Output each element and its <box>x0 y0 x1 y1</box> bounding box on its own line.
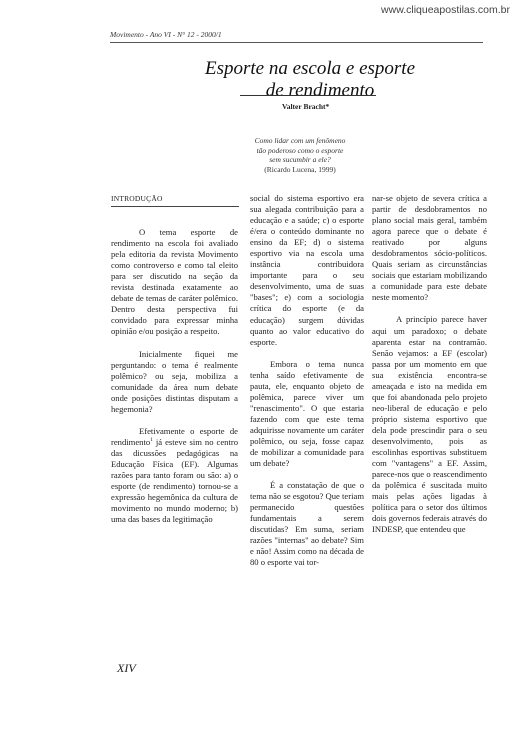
title-line-2: de rendimento <box>265 80 375 101</box>
epigraph-line-3: sem sucumbir a ele? <box>269 155 331 164</box>
paragraph: A princípio parece haver aqui um paradoxo; o debate aparenta estar na contramão. Senão vejamos: a EF (escolar) passa por um momento em que sua existência encontra-se ameaçada e isto na medida em que foi abandonada pelo projeto neo-liberal de educação e pelo próprio sistema esportivo que dela pode prescindir para o seu desenvolvimento, pois as escolinhas esportivas substituem com "vantagens" a EF. Assim, parece-nos que o reascendimento da polêmica é suscitada muito mais pelas ações ligadas à política para o setor dos últimos dois governos federais através do INDESP, que entendeu que <box>372 314 487 535</box>
text-column-1 <box>111 193 238 525</box>
epigraph-line-2: tão poderoso como o esporte <box>256 145 344 155</box>
epigraph <box>220 136 380 174</box>
paragraph-text: Efetivamente o esporte de rendimento <box>111 425 238 447</box>
title-underline <box>240 95 376 96</box>
paragraph: nar-se objeto de severa crítica a partir de desdobramentos no plano social mais geral, também agora parece que o debate é reativado por alguns desdobramentos sócio-políticos. Quais seriam as circunstâncias sociais que estariam mobilizando a comunidade para este debate neste momento? <box>372 193 487 303</box>
section-heading-rule <box>111 206 239 207</box>
header-divider <box>110 42 483 43</box>
text-column-2 <box>250 193 364 569</box>
paragraph: social do sistema esportivo era sua alegada contribuição para a educação e a saúde; c) o esporte é/era o conteúdo dominante no ensino da EF; d) o sistema esportivo via na escola uma instância contribuidora importante para o seu desenvolvimento, uma de suas "bases"; e) com a sociologia crítica do esporte (e da educação) surgem dúvidas quanto ao valor educativo do esporte. <box>250 193 364 347</box>
paragraph: É a constatação de que o tema não se esgotou? Que teriam permanecido questões fundamentais a serem discutidas? Em suma, seriam razões "internas" ao debate? Sim e não! Assim como na década de 80 o esporte vai tor- <box>250 480 364 568</box>
text-column-3 <box>372 193 487 535</box>
epigraph-attribution: (Ricardo Lucena, 1999) <box>264 164 336 174</box>
paragraph: Embora o tema nunca tenha saído efetivamente de pauta, ele, enquanto objeto de polêmica, parece viver um "renascimento". O que estaria fazendo com que este tema adquirisse novamente um caráter polêmico, ou seja, fosse capaz de mobilizar a comunidade para um debate? <box>250 358 364 469</box>
footnote-marker: 1 <box>150 436 153 443</box>
paragraph-text: já esteve sim no centro das dicussões pedagógicas na Educação Física (EF). Algumas razões para tanto foram ou são: a) o esporte (de rendimento) tornou-se a expressão hegemônica da cultura de movimento no mundo moderno; b) uma das bases da legitimação <box>111 436 238 525</box>
paragraph: Inicialmente fiquei me perguntando: o tema é realmente polêmico? ou seja, mobiliza a comunidade da área num debate onde posições distintas disputam a hegemonia? <box>111 348 238 414</box>
section-heading: INTRODUÇÃO <box>111 194 163 203</box>
paragraph: O tema esporte de rendimento na escola foi avaliado pela editoria da revista Movimento como controverso e como tal eleito para ser discutido na seção da revista destinada exatamente ao debate de temas de caráter polêmico. Dentro desta perspectiva fui convidado para expressar minha opinião e/ou posição a respeito. <box>111 227 238 337</box>
running-head: Movimento - Ano VI - N° 12 - 2000/1 <box>110 30 222 39</box>
epigraph-line-1: Como lidar com um fenômeno <box>254 136 346 145</box>
title-line-1: Esporte na escola e esporte <box>204 58 415 79</box>
page-number: XIV <box>117 661 136 675</box>
author-name: Valter Bracht* <box>282 102 330 111</box>
paragraph-with-footnote <box>111 426 238 525</box>
site-watermark: www.cliqueapostilas.com.br <box>381 4 510 16</box>
